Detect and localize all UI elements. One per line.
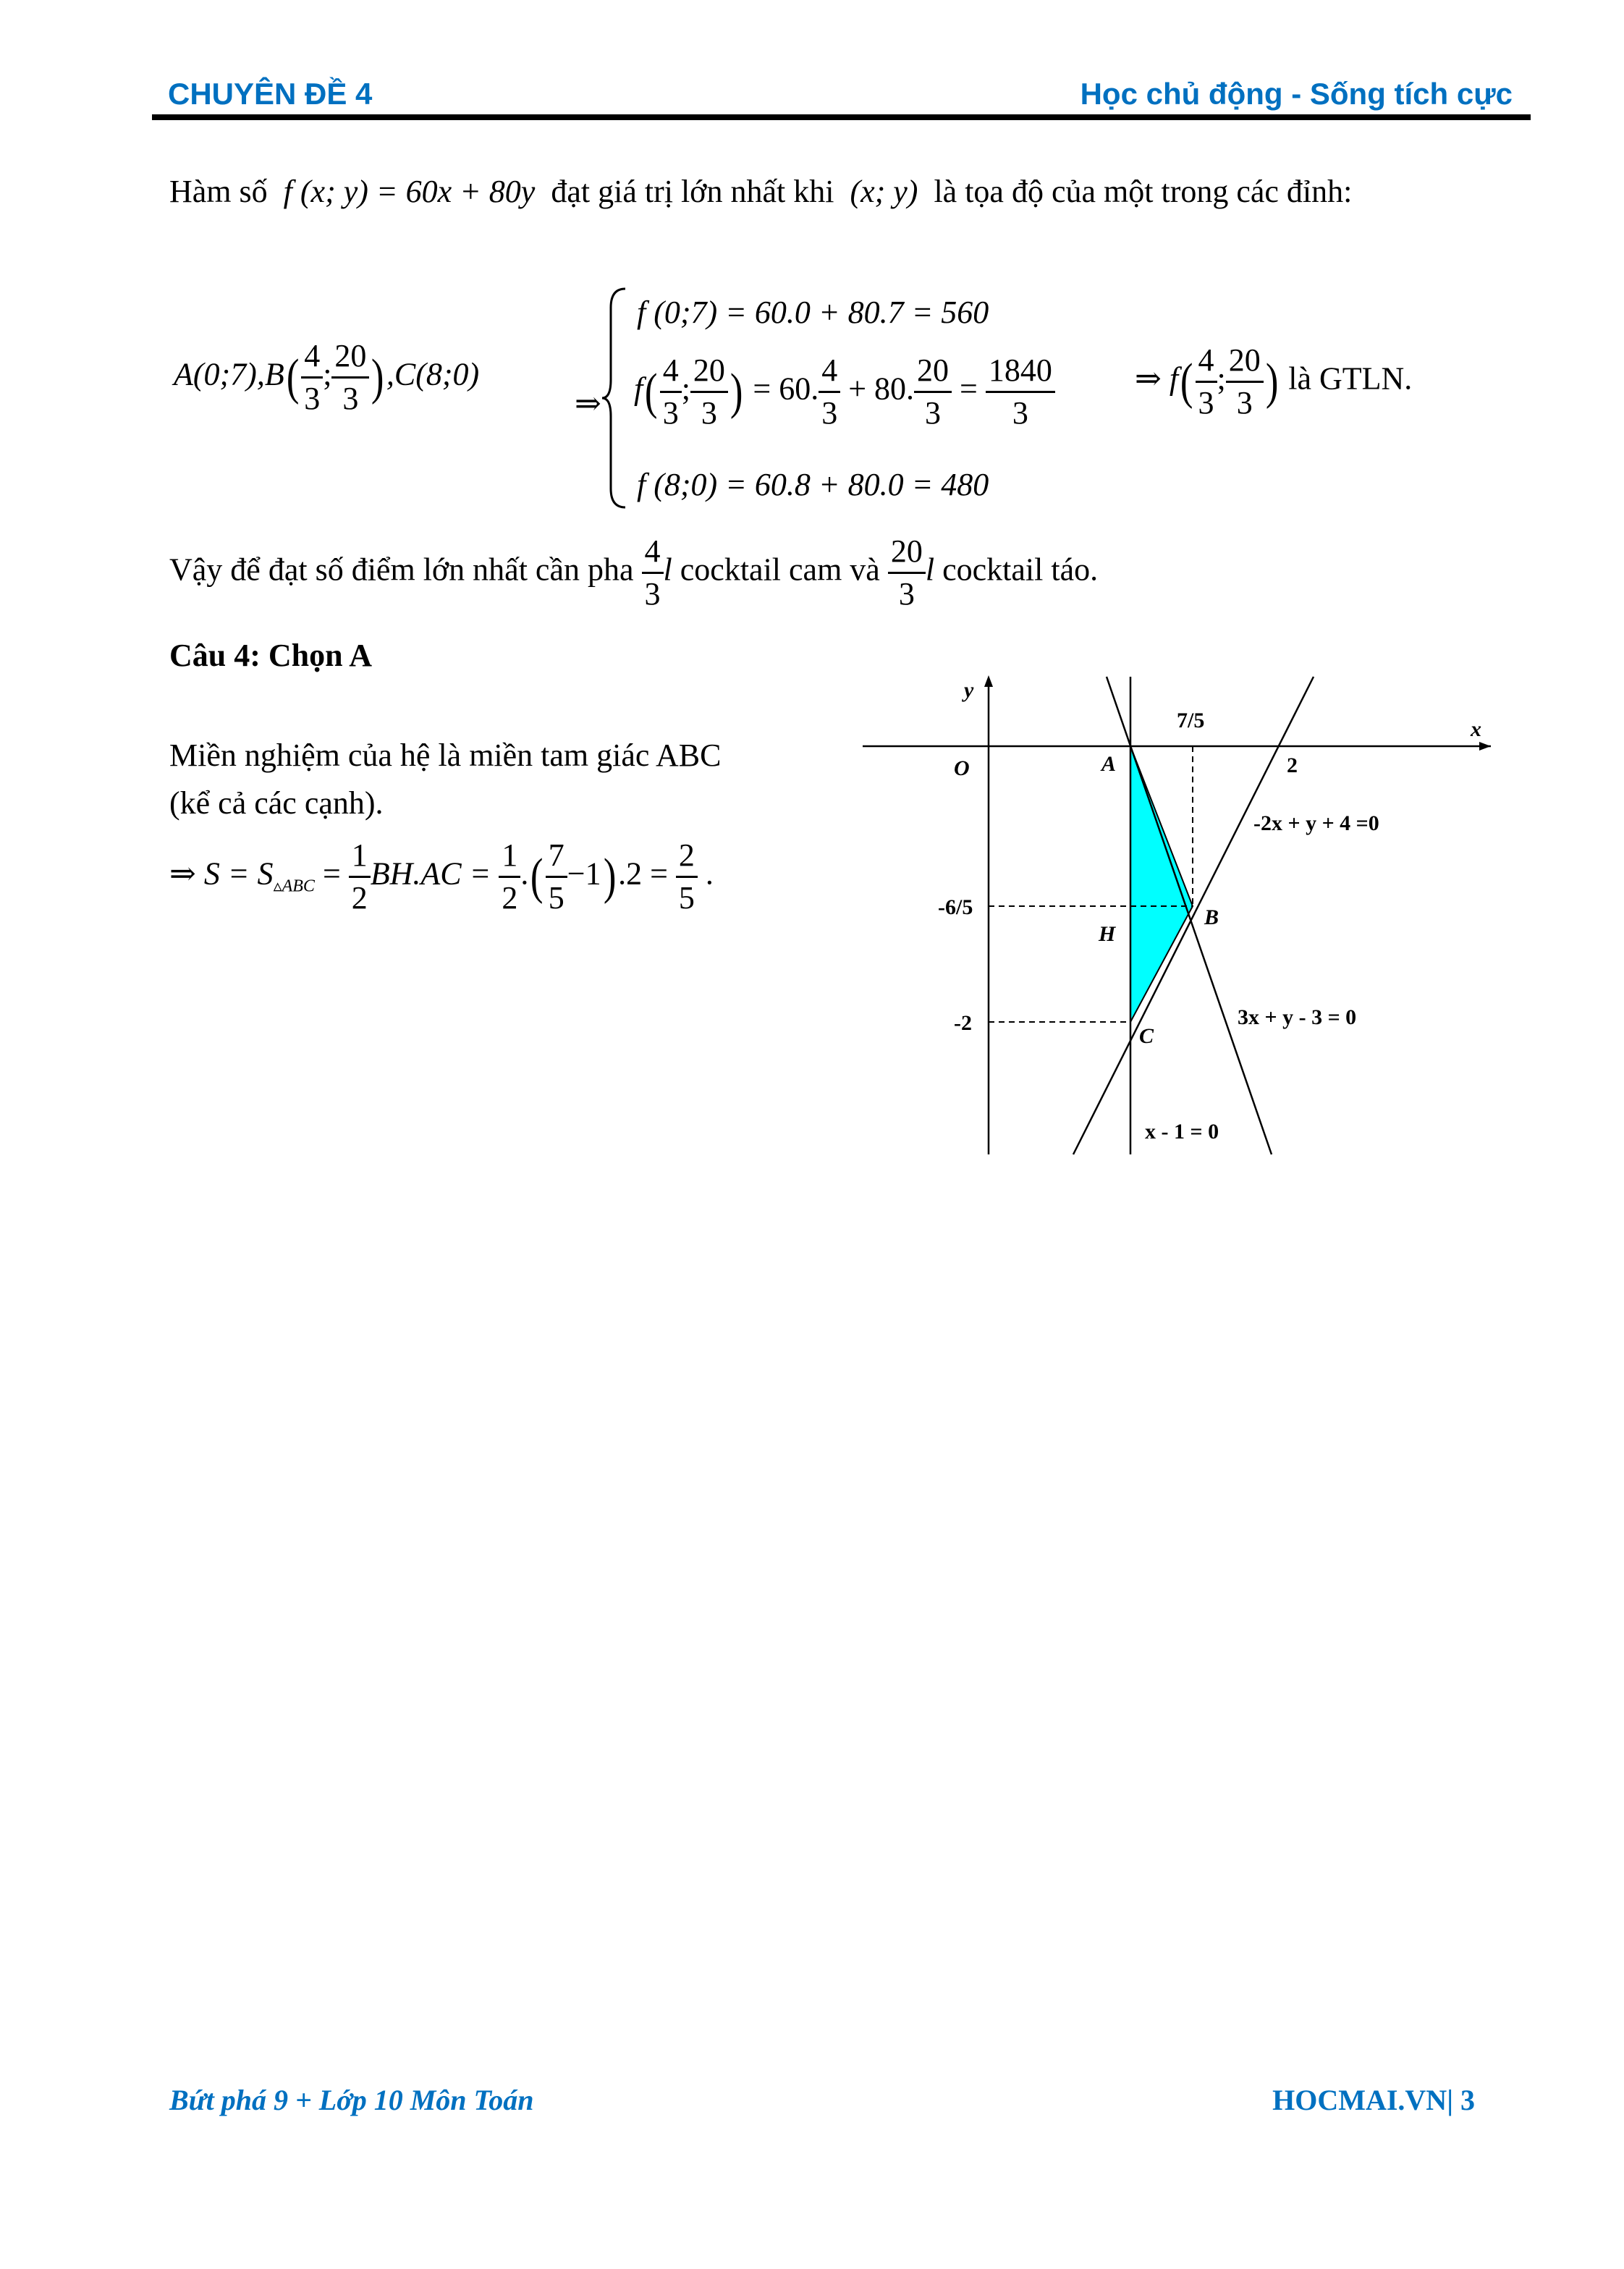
intro-pair: (x; y) xyxy=(850,174,918,209)
area-n4: 2 xyxy=(676,840,698,878)
vb-n1: 4 xyxy=(301,340,323,379)
point-c-label: C xyxy=(1139,1024,1154,1048)
intro-function: f (x; y) = 60x + 80y xyxy=(283,174,536,209)
vertices-implies: ⇒ xyxy=(575,386,601,421)
row2-n5: 1840 xyxy=(986,355,1055,393)
area-formula: ⇒ $S = S_{▵ABC}$ = $\frac{1}{2}$ BH.AC = $\frac{1}{2}$ .( $\frac{7}{5}$ −1).2 = $\frac{2}{5}$ . xyxy=(169,837,714,916)
area-d4: 5 xyxy=(678,880,695,916)
conclusion-mid: cocktail cam và xyxy=(680,552,880,588)
area-minus: −1 xyxy=(567,855,601,892)
point-b-label: B xyxy=(1204,905,1219,929)
tick-minus-2: -2 xyxy=(954,1011,972,1035)
vb-n2: 20 xyxy=(331,340,369,379)
vb-sep: ; xyxy=(323,356,332,392)
system-brace xyxy=(599,286,628,510)
system-row-2: f( $\frac{4}{3}$ ; $\frac{20}{3}$ ) = 60. $\frac{4}{3}$ + 80. $\frac{20}{3}$ = $\frac{1840}{3}$ xyxy=(634,355,1055,429)
area-d3: 5 xyxy=(548,880,564,916)
area-n2: 1 xyxy=(499,840,520,878)
row2-d4: 3 xyxy=(925,395,942,431)
point-h-label: H xyxy=(1099,922,1116,946)
vertex-b: B xyxy=(264,356,284,392)
intro-suffix: là tọa độ của một trong các đỉnh: xyxy=(934,174,1353,209)
system-row-1: f (0;7) = 60.0 + 80.7 = 560 xyxy=(637,295,989,330)
y-axis-arrow xyxy=(984,675,993,687)
conc-n2: 20 xyxy=(888,536,926,574)
footer-course: Bứt phá 9 + Lớp 10 Môn Toán xyxy=(169,2084,534,2116)
conc-d1: 3 xyxy=(644,576,661,612)
row2-n2: 20 xyxy=(690,355,728,393)
intro-line xyxy=(169,176,1352,208)
result-implies: ⇒ f xyxy=(1135,360,1179,397)
row2-f: f xyxy=(634,371,643,407)
tick-2: 2 xyxy=(1287,753,1298,777)
area-dot: . xyxy=(520,855,529,892)
conclusion-prefix: Vậy để đạt số điểm lớn nhất cần pha xyxy=(169,552,634,588)
row2-n3: 4 xyxy=(819,355,840,393)
row2-n4: 20 xyxy=(914,355,952,393)
conclusion-line xyxy=(169,533,1099,612)
label-x: x xyxy=(1471,717,1481,741)
coordinate-graph xyxy=(854,662,1505,1162)
line-3-label: x - 1 = 0 xyxy=(1145,1120,1219,1144)
q4-line-1: Miền nghiệm của hệ là miền tam giác ABC xyxy=(169,738,722,773)
system-row-3: f (8;0) = 60.8 + 80.0 = 480 xyxy=(637,467,989,502)
row2-plus: + 80. xyxy=(848,371,915,407)
conc-d2: 3 xyxy=(898,576,915,612)
area-tail: .2 = xyxy=(618,855,668,892)
area-d2: 2 xyxy=(502,880,518,916)
row2-d5: 3 xyxy=(1012,395,1028,431)
question-title: Câu 4: Chọn A xyxy=(169,638,372,673)
line-2-label: 3x + y - 3 = 0 xyxy=(1238,1005,1357,1029)
row2-d2: 3 xyxy=(701,395,717,431)
conc-unit2: l xyxy=(925,552,935,588)
row2-d3: 3 xyxy=(821,395,838,431)
header-chapter: CHUYÊN ĐỀ 4 xyxy=(168,77,373,111)
intro-prefix: Hàm số xyxy=(169,174,268,209)
header-rule xyxy=(152,114,1531,120)
vb-d1: 3 xyxy=(304,381,321,416)
conclusion-suffix: cocktail táo. xyxy=(942,552,1099,588)
result-sep: ; xyxy=(1217,360,1226,397)
result-n2: 20 xyxy=(1226,345,1264,383)
vertex-c: ,C(8;0) xyxy=(386,356,480,392)
label-y: y xyxy=(964,678,974,702)
conc-unit1: l xyxy=(663,552,672,588)
result-expression: ⇒ f( $\frac{4}{3}$ ; $\frac{20}{3}$ ) là GTLN. xyxy=(1135,342,1413,421)
q4-line-2: (kể cả các cạnh). xyxy=(169,785,384,821)
x-axis-arrow xyxy=(1479,742,1491,751)
area-sub: ▵ABC xyxy=(273,876,315,896)
label-origin: O xyxy=(954,756,970,780)
point-a-label: A xyxy=(1101,752,1117,776)
intro-mid: đạt giá trị lớn nhất khi xyxy=(551,174,834,209)
row2-n1: 4 xyxy=(660,355,682,393)
tick-minus-6-5: -6/5 xyxy=(938,895,973,919)
row2-d1: 3 xyxy=(662,395,679,431)
footer-site-page: HOCMAI.VN| 3 xyxy=(1272,2084,1475,2116)
header-slogan: Học chủ động - Sống tích cực xyxy=(1080,77,1513,111)
result-n1: 4 xyxy=(1196,345,1217,383)
result-d2: 3 xyxy=(1236,385,1253,421)
result-text: là GTLN. xyxy=(1288,360,1413,397)
row2-sep: ; xyxy=(681,371,690,407)
row2-eq2: = xyxy=(960,371,978,407)
row2-eq1: = 60. xyxy=(753,371,819,407)
area-prefix: ⇒ S = S xyxy=(169,855,274,892)
area-d1: 2 xyxy=(351,880,368,916)
area-n3: 7 xyxy=(546,840,567,878)
conc-n1: 4 xyxy=(642,536,664,574)
area-eq1: = xyxy=(322,855,341,892)
area-mid: BH.AC = xyxy=(370,855,491,892)
tick-7-5: 7/5 xyxy=(1177,709,1205,732)
vertex-a: A(0;7), xyxy=(174,356,265,392)
vertices-expression: A(0;7),B( $\frac{4}{3}$ ; $\frac{20}{3}$ ),C(8;0) xyxy=(174,338,480,416)
area-n1: 1 xyxy=(349,840,371,878)
line-1-label: -2x + y + 4 =0 xyxy=(1253,811,1379,835)
result-d1: 3 xyxy=(1198,385,1214,421)
vb-d2: 3 xyxy=(342,381,359,416)
area-end: . xyxy=(705,855,714,892)
